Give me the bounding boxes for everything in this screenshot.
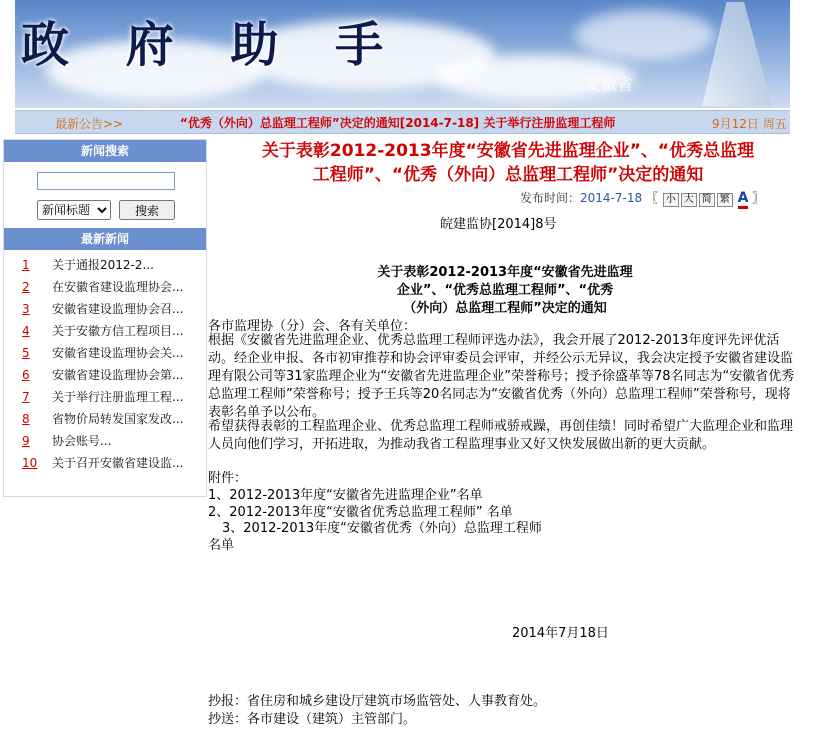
list-item[interactable] [4,408,206,430]
document-heading-line: 关于表彰2012-2013年度“安徽省先进监理 [377,265,633,280]
news-number: 5 [22,346,30,360]
font-large-button[interactable]: 大 [681,193,697,207]
latest-news-heading: 最新新闻 [4,228,206,250]
news-link[interactable]: 安徽省建设监理协会关... [52,346,184,360]
document-heading-line: 企业”、“优秀总监理工程师”、“优秀 [396,283,614,298]
list-item[interactable] [4,452,206,474]
sidebar [3,139,207,497]
news-number: 8 [22,412,30,426]
list-item[interactable] [4,298,206,320]
banner-region-text: 安徽省 [585,75,634,94]
latest-notice-label[interactable]: 最新公告>> [55,117,124,131]
news-number: 6 [22,368,30,382]
attachment-item-continued: 名单 [208,538,235,553]
news-link[interactable]: 安徽省建设监理协会第... [52,368,184,382]
font-small-button[interactable]: 小 [663,193,679,207]
news-number: 3 [22,302,30,316]
header-banner [15,0,790,108]
search-button[interactable]: 搜索 [119,200,175,220]
traditional-button[interactable]: 繁 [717,193,733,207]
signature-date: 2014年7月18日 [512,626,609,641]
attachment-item: 2、2012-2013年度“安徽省优秀总监理工程师” 名单 [208,505,513,520]
publish-date: 2014-7-18 [580,191,643,205]
article-meta [520,189,764,207]
attachment-item: 1、2012-2013年度“安徽省先进监理企业”名单 [208,488,483,503]
list-item[interactable] [4,276,206,298]
news-link[interactable]: 关于召开安徽省建设监... [52,456,184,470]
list-item[interactable] [4,386,206,408]
news-link[interactable]: 关于安徽方信工程项目... [52,324,184,338]
publish-time-label: 发布时间： [520,191,581,205]
news-number: 4 [22,324,30,338]
article-title [208,139,808,187]
cloud-decoration [575,10,715,60]
news-number: 7 [22,390,30,404]
news-search-heading: 新闻搜索 [4,140,206,162]
news-number: 9 [22,434,30,448]
list-item[interactable] [4,254,206,276]
body-paragraph: 希望获得表彰的工程监理企业、优秀总监理工程师戒骄戒躁，再创佳绩！同时希望广大监理企业和监理人员向他们学习，开拓进取，为推动我省工程监理事业又好又快发展做出新的更大贡献。 [208,419,794,452]
simplified-button[interactable]: 简 [699,193,715,207]
news-number: 10 [22,456,38,470]
news-link[interactable]: 省物价局转发国家发改... [52,412,184,426]
document-number: 皖建监协[2014]8号 [440,217,557,232]
news-link[interactable]: 在安徽省建设监理协会... [52,280,184,294]
document-heading [340,264,670,318]
current-date: 9月12日 周五 [712,117,787,131]
news-link[interactable]: 关于通报2012-2... [52,258,154,272]
latest-news-list [4,250,206,474]
news-number: 1 [22,258,30,272]
notice-marquee[interactable]: “优秀（外向）总监理工程师”决定的通知[2014-7-18] 关于举行注册监理工程师 [180,116,616,130]
list-item[interactable] [4,320,206,342]
news-link[interactable]: 关于举行注册监理工程... [52,390,184,404]
skyscraper-image [702,2,772,106]
bracket-open: 〖 [645,191,658,205]
cc-report: 抄报：省住房和城乡建设厅建筑市场监管处、人事教育处。 [208,694,547,709]
font-color-icon[interactable]: A [738,190,749,209]
list-item[interactable] [4,364,206,386]
search-field-select[interactable] [37,200,111,220]
document-heading-line: （外向）总监理工程师”决定的通知 [403,301,607,316]
news-link[interactable]: 安徽省建设监理协会召... [52,302,184,316]
article-title-line: 关于表彰2012-2013年度“安徽省先进监理企业”、“优秀总监理 [261,141,755,161]
salutation: 各市监理协（分）会、各有关单位： [208,319,417,334]
search-input[interactable] [37,172,175,190]
news-link[interactable]: 协会账号... [52,434,112,448]
site-logo-title: 政 府 助 手 [21,17,404,73]
bracket-close: 〗 [752,191,765,205]
list-item[interactable] [4,342,206,364]
news-number: 2 [22,280,30,294]
list-item[interactable] [4,430,206,452]
article-title-line: 工程师”、“优秀（外向）总监理工程师”决定的通知 [312,165,704,185]
cc-send: 抄送：各市建设（建筑）主管部门。 [208,712,417,727]
attachment-item: 3、2012-2013年度“安徽省优秀（外向）总监理工程师 [222,521,542,536]
notice-bar [15,110,790,134]
attachments-heading: 附件： [208,471,248,486]
news-search-panel [4,162,206,228]
body-paragraph: 根据《安徽省先进监理企业、优秀总监理工程师评选办法》，我会开展了2012-2013年度评先评优活动。经企业申报、各市初审推荐和协会评审委员会评审，并经公示无异议，我会决定授予安徽省建设监理有限公司等31家监理企业为“安徽省先进监理企业”荣誉称号；授予徐盛革等78名同志为“安徽省优秀总监理工程师”荣誉称号；授予王兵等20名同志为“安徽省优秀（外向）总监理工程师”荣誉称号，现将表彰名单予以公布。 [208,333,795,420]
